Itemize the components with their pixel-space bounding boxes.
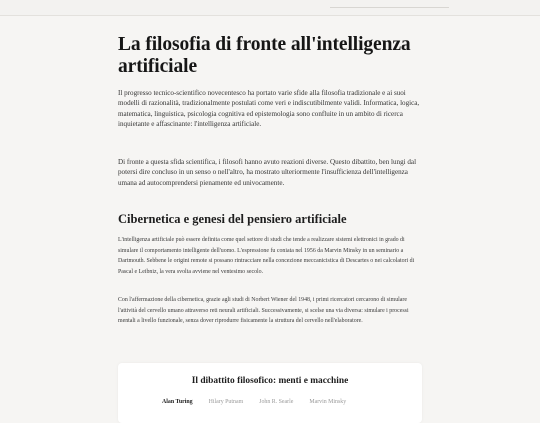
tab-alan-turing[interactable]: Alan Turing [162, 399, 193, 405]
article [118, 34, 423, 324]
intro-paragraph: Il progresso tecnico-scientifico novecentesco ha portato varie sfide alla filosofia tradizionale e ai suoi modelli di razionalità, tradizionalmente postulati come veri e indiscutibilmente validi. Informatica, logica, matematica, linguistica, psicologia cognitiva ed epistemologia sono confluite in un ambito di ricerca inquietante e affascinante: l'intelligenza artificiale. [118, 89, 420, 129]
search-input[interactable] [330, 0, 449, 8]
top-bar [0, 0, 540, 16]
debate-card [118, 363, 422, 423]
article-title: La filosofia di fronte all'intelligenza artificiale [118, 34, 411, 77]
tab-marvin-minsky[interactable]: Marvin Minsky [309, 399, 347, 405]
tab-hilary-putnam[interactable]: Hilary Putnam [208, 399, 244, 405]
section-paragraph: L'intelligenza artificiale può essere definita come quel settore di studi che tende a realizzare sistemi elettronici in grado di simulare il comportamento intelligente dell'uomo. L'espressione fu coniata nel 1956 da Marvin Minsky in un seminario a Dartmouth. Sebbene le origini remote si possano rintracciare nella concezione meccanicistica di Descartes o nei calcolatori di Pascal e Leibniz, la vera svolta avviene nel ventesimo secolo. [118, 237, 415, 275]
debate-card-title: Il dibattito filosofico: menti e macchine [191, 376, 349, 386]
section-heading: Cibernetica e genesi del pensiero artificiale [118, 212, 347, 226]
tab-john-searle[interactable]: John R. Searle [259, 399, 294, 405]
philosopher-tabs [162, 399, 346, 405]
section-paragraph: Con l'affermazione della cibernetica, grazie agli studi di Norbert Wiener del 1948, i primi ricercatori cercarono di simulare l'attività del cervello umano attraverso reti neurali artificiali. Successivamente, si scelse una via diversa: simulare i processi mentali a livello funzionale, senza dover riprodurre fisicamente la struttura del cervello nell'elaboratore. [118, 297, 409, 324]
intro-paragraph: Di fronte a questa sfida scientifica, i filosofi hanno avuto reazioni diverse. Questo dibattito, ben lungi dal potersi dire concluso in un senso o nell'altro, ha mostrato ulteriormente l'insufficienza dell'intelligenza umana ad autocomprendersi pienamente ed univocamente. [118, 158, 417, 187]
